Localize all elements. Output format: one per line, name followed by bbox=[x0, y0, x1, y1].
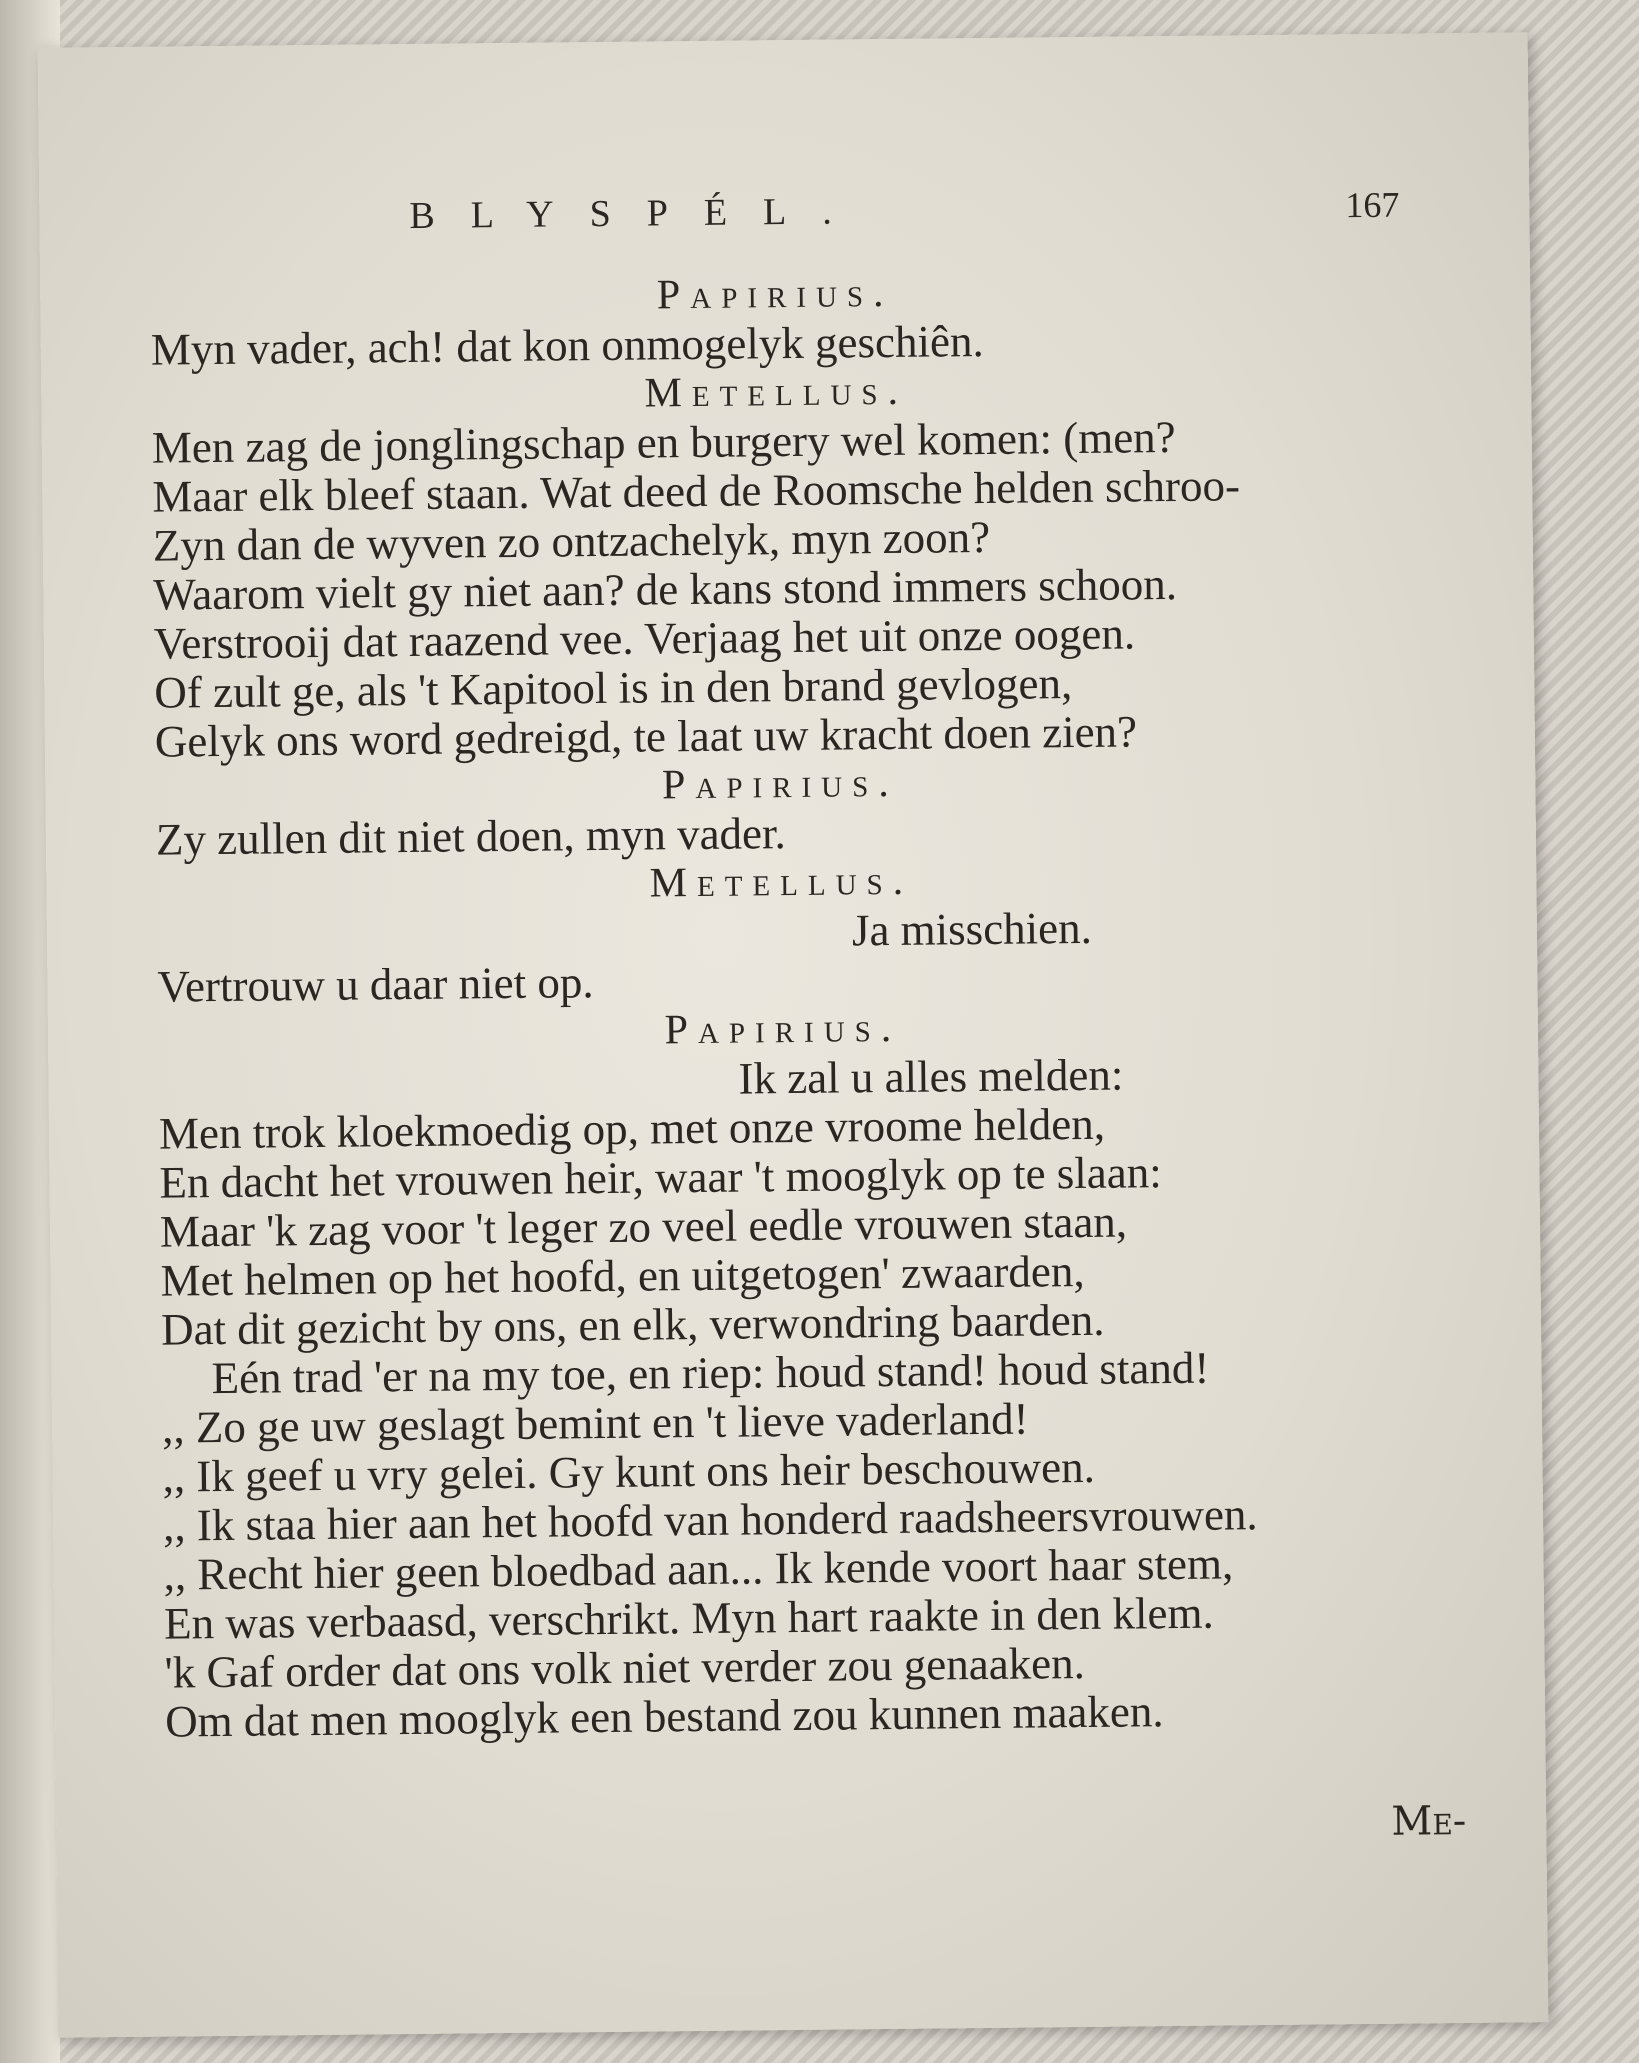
verse-line: ,, Ik geef u vry gelei. Gy kunt ons heir beschouwen. bbox=[162, 1441, 1096, 1502]
speaker-name: Metellus. bbox=[649, 857, 914, 907]
verse-line: Myn vader, ach! dat kon onmogelyk geschiên. bbox=[150, 315, 984, 375]
verse-line: ,, Recht hier geen bloedbad aan... Ik kende voort haar stem, bbox=[163, 1538, 1234, 1600]
verse-line: Met helmen op het hoofd, en uitgetogen' zwaarden, bbox=[160, 1245, 1085, 1306]
verse-line: Of zult ge, als 't Kapitool is in den brand gevlogen, bbox=[154, 658, 1073, 718]
speaker-name: Papirius. bbox=[661, 759, 899, 809]
speaker-name: Papirius. bbox=[656, 269, 894, 319]
page-number: 167 bbox=[1345, 184, 1400, 226]
verse-line: En dacht het vrouwen heir, waar 't mooglyk op te slaan: bbox=[159, 1147, 1162, 1208]
verse-line: En was verbaasd, verschrikt. Myn hart raakte in den klem. bbox=[163, 1587, 1214, 1649]
verse-line: Ik zal u alles melden: bbox=[738, 1049, 1124, 1104]
speaker-name: Metellus. bbox=[644, 367, 909, 417]
verse-line: Maar elk bleef staan. Wat deed de Roomsche helden schroo- bbox=[152, 460, 1241, 522]
verse-line: Dat dit gezicht by ons, en elk, verwondring baarden. bbox=[160, 1294, 1105, 1355]
running-title: BLYSPÉL. bbox=[409, 190, 868, 237]
verse-line: Waarom vielt gy niet aan? de kans stond immers schoon. bbox=[153, 558, 1178, 620]
verse-line: ,, Ik staa hier aan het hoofd van honderd raadsheersvrouwen. bbox=[162, 1489, 1258, 1551]
verse-line: Zyn dan de wyven zo ontzachelyk, myn zoon? bbox=[152, 511, 991, 571]
verse-line: Eén trad 'er na my toe, en riep: houd stand! houd stand! bbox=[211, 1342, 1210, 1404]
verse-line: Men zag de jonglingschap en burgery wel komen: (men? bbox=[151, 411, 1176, 473]
page-text bbox=[149, 184, 1415, 1747]
verse-line: Vertrouw u daar niet op. bbox=[157, 957, 594, 1012]
verse-line: ,, Zo ge uw geslagt bemint en 't lieve vaderland! bbox=[161, 1393, 1029, 1453]
page-header bbox=[149, 184, 1400, 277]
verse-line: 'k Gaf order dat ons volk niet verder zou genaaken. bbox=[164, 1637, 1086, 1698]
catchword: Me- bbox=[1391, 1797, 1467, 1845]
speaker-name: Papirius. bbox=[664, 1004, 902, 1054]
verse-line: Ja misschien. bbox=[851, 902, 1093, 956]
verse-line: Om dat men mooglyk een bestand zou kunnen maaken. bbox=[164, 1686, 1164, 1747]
verse-lines bbox=[150, 264, 1415, 1747]
book-page bbox=[38, 32, 1549, 2037]
verse-line: Verstrooij dat raazend vee. Verjaag het uit onze oogen. bbox=[153, 608, 1136, 669]
verse-line: Men trok kloekmoedig op, met onze vroome helden, bbox=[158, 1098, 1106, 1159]
verse-line: Maar 'k zag voor 't leger zo veel eedle vrouwen staan, bbox=[159, 1196, 1128, 1257]
verse-line: Zy zullen dit niet doen, myn vader. bbox=[155, 808, 787, 865]
verse-line: Gelyk ons word gedreigd, te laat uw kracht doen zien? bbox=[154, 706, 1138, 767]
